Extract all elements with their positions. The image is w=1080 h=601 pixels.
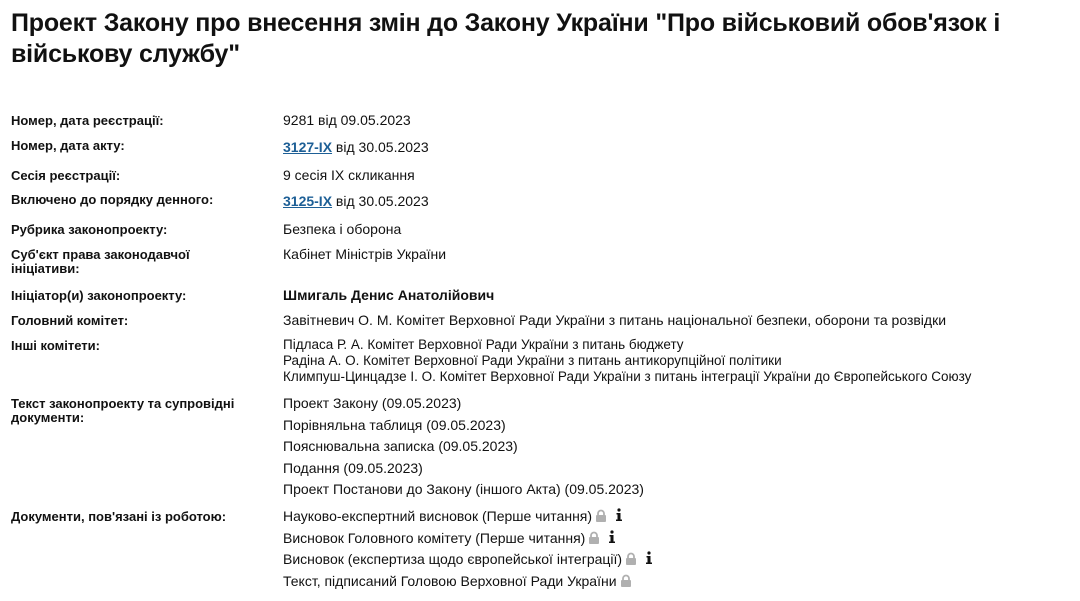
label-registration: Номер, дата реєстрації: <box>11 113 164 128</box>
committee-item: Радіна А. О. Комітет Верховної Ради України з питань антикорупційної політики <box>283 353 782 368</box>
label-session: Сесія реєстрації: <box>11 168 121 183</box>
doc-link-draft-law[interactable]: Проект Закону (09.05.2023) <box>283 395 462 411</box>
doc-link-draft-resolution[interactable]: Проект Постанови до Закону (іншого Акта) (09.05.2023) <box>283 481 644 497</box>
related-doc-link-signed-text[interactable]: Текст, підписаний Головою Верховної Ради України <box>283 572 617 589</box>
label-related: Документи, пов'язані із роботою: <box>11 509 227 524</box>
label-other-committees: Інші комітети: <box>11 338 100 353</box>
doc-link-explanatory-note[interactable]: Пояснювальна записка (09.05.2023) <box>283 438 518 454</box>
label-agenda: Включено до порядку денного: <box>11 192 214 207</box>
label-initiator: Ініціатор(и) законопроекту: <box>11 288 187 303</box>
act-date: від 30.05.2023 <box>332 139 429 155</box>
lock-icon <box>624 551 638 565</box>
info-icon[interactable] <box>614 507 624 521</box>
label-texts: Текст законопроекту та супровідні документи: <box>11 396 235 425</box>
value-subject: Кабінет Міністрів України <box>283 246 447 262</box>
lock-icon <box>594 508 608 522</box>
label-act: Номер, дата акту: <box>11 138 125 153</box>
related-doc-item <box>283 549 1073 571</box>
value-related <box>283 506 1073 592</box>
related-doc-link-main-committee-opinion[interactable]: Висновок Головного комітету (Перше читання) <box>283 529 586 546</box>
related-doc-item <box>283 571 1073 593</box>
info-icon[interactable] <box>644 550 654 564</box>
agenda-link[interactable]: 3125-IX <box>283 193 333 209</box>
agenda-date: від 30.05.2023 <box>332 193 429 209</box>
lock-icon <box>587 530 601 544</box>
value-other-committees <box>283 337 1073 385</box>
value-initiator: Шмигаль Денис Анатолійович <box>283 287 495 303</box>
related-doc-item <box>283 528 1073 550</box>
related-doc-link-expert-opinion[interactable]: Науково-експертний висновок (Перше читання) <box>283 508 593 524</box>
value-session: 9 сесія IX скликання <box>283 167 415 183</box>
label-main-committee: Головний комітет: <box>11 313 129 328</box>
doc-link-comparison-table[interactable]: Порівняльна таблиця (09.05.2023) <box>283 416 506 433</box>
committee-item: Климпуш-Цинцадзе І. О. Комітет Верховної Ради України з питань інтеграції України до Європейського Союзу <box>283 369 972 384</box>
value-agenda <box>283 192 1073 210</box>
value-main-committee: Завітневич О. М. Комітет Верховної Ради України з питань національної безпеки, оборони та розвідки <box>283 312 947 328</box>
page-title: Проект Закону про внесення змін до Закону України "Про військовий обов'язок і військову службу" <box>11 9 1001 68</box>
committee-item: Підласа Р. А. Комітет Верховної Ради України з питань бюджету <box>283 337 684 352</box>
value-act <box>283 138 1073 156</box>
value-texts <box>283 393 1073 501</box>
lock-icon <box>619 573 633 587</box>
page <box>0 0 1080 70</box>
act-link[interactable]: 3127-IX <box>283 139 333 155</box>
value-rubric: Безпека і оборона <box>283 221 402 237</box>
doc-link-submission[interactable]: Подання (09.05.2023) <box>283 459 423 476</box>
related-doc-link-eu-integration-opinion[interactable]: Висновок (експертиза щодо європейської інтеграції) <box>283 551 623 567</box>
label-rubric: Рубрика законопроекту: <box>11 222 168 237</box>
info-icon[interactable] <box>607 529 617 543</box>
related-doc-item <box>283 506 1073 528</box>
label-subject: Суб'єкт права законодавчої ініціативи: <box>11 247 190 276</box>
value-registration: 9281 від 09.05.2023 <box>283 112 411 128</box>
